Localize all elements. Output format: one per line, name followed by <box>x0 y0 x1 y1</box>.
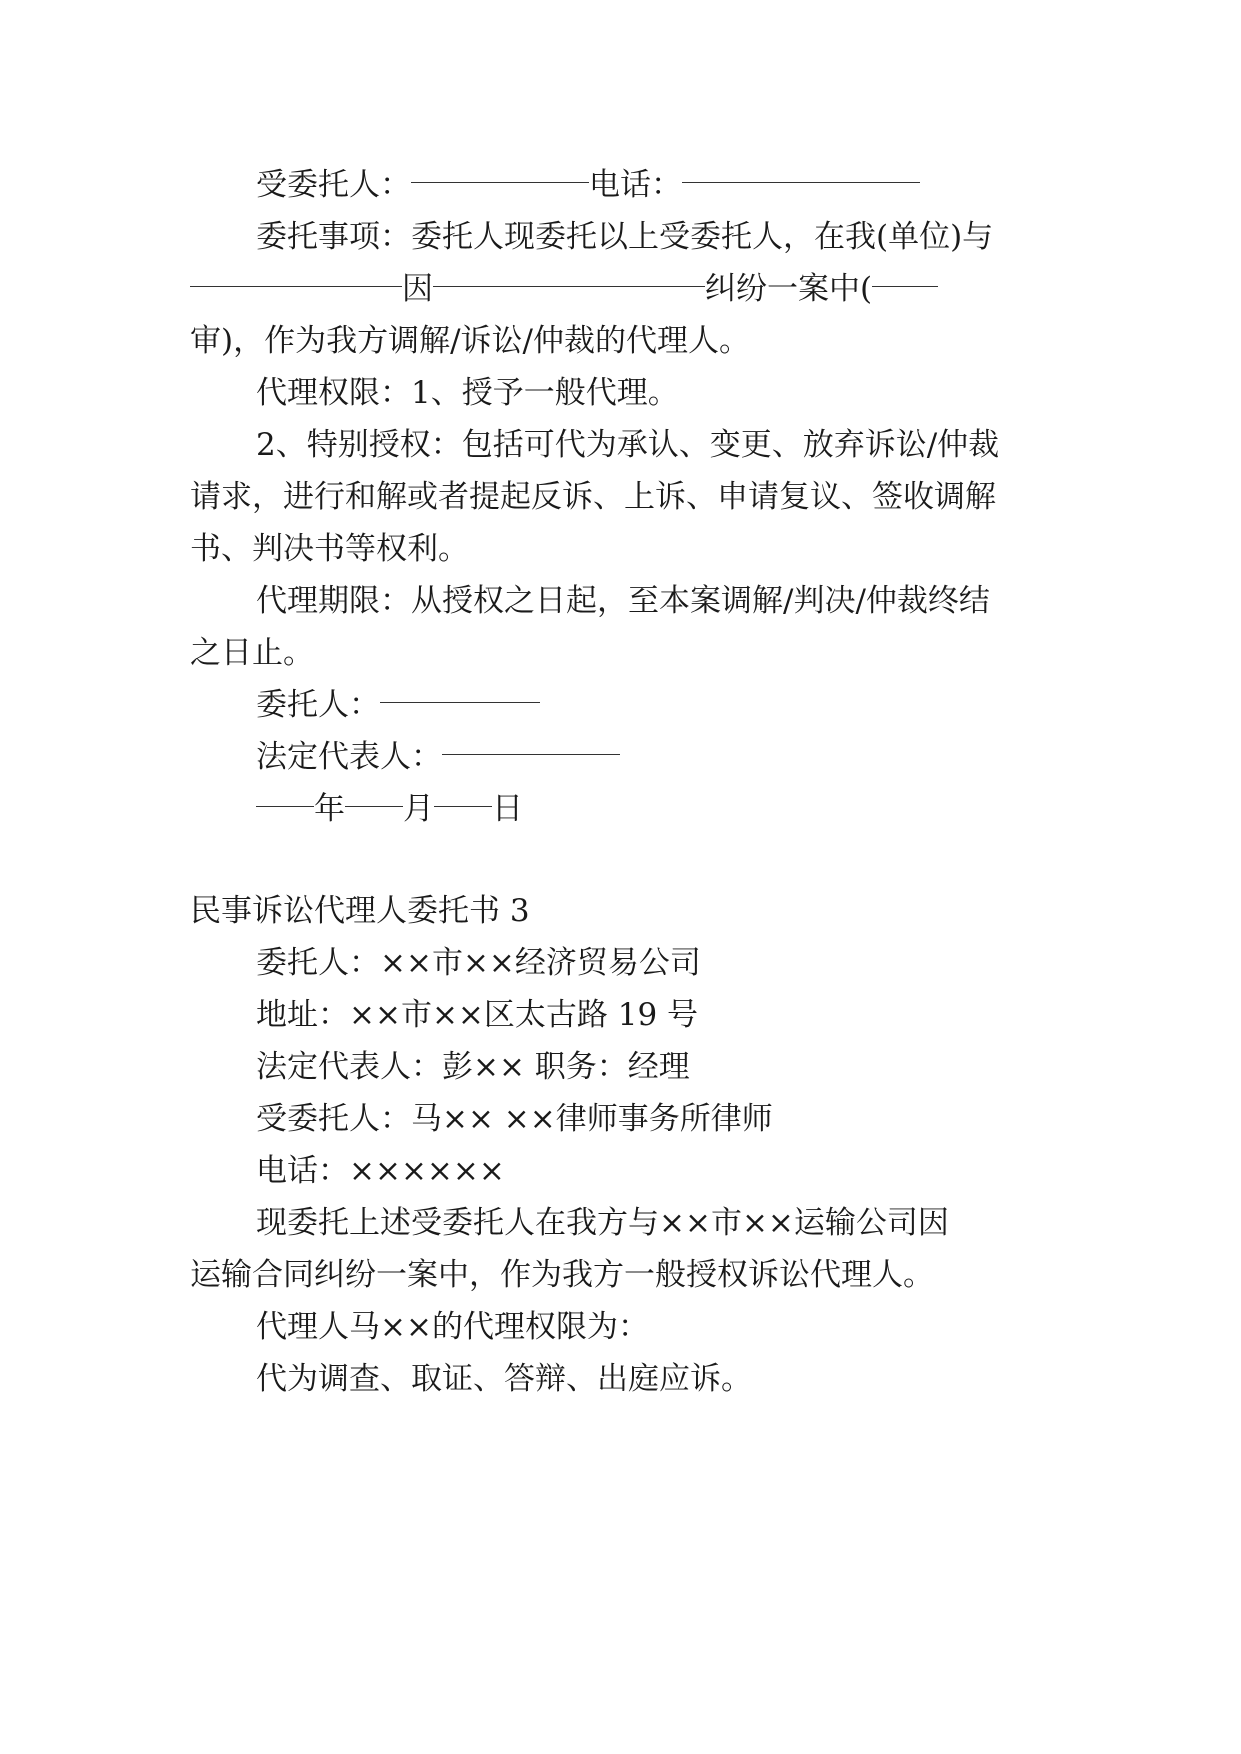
s3-body-a-text: 现委托上述受委托人在我方与××市××运输公司因 <box>256 1205 949 1241</box>
s3-address-line <box>190 986 1116 1044</box>
term-b-text: 之日止。 <box>190 635 314 671</box>
authority-2c-line <box>190 520 1050 578</box>
principal-label: 委托人： <box>256 687 380 723</box>
s3-agent-line <box>190 1090 1116 1148</box>
s3-scope-label-line <box>190 1298 1116 1356</box>
principal-blank <box>380 701 540 703</box>
s3-scope-line <box>190 1350 1116 1408</box>
term-a-line <box>190 572 1116 630</box>
phone-label: 电话： <box>589 167 682 203</box>
party-blank <box>190 285 402 287</box>
s3-legal-rep-text: 法定代表人：彭×× 职务：经理 <box>256 1049 690 1085</box>
month-blank <box>345 805 403 807</box>
phone-blank <box>682 181 920 183</box>
dispute-line <box>190 260 1050 318</box>
principal-sign-line <box>190 676 1116 734</box>
authority-2c-text: 书、判决书等权利。 <box>190 531 469 567</box>
s3-phone-text: 电话：×××××× <box>256 1153 505 1189</box>
s3-principal-text: 委托人：××市××经济贸易公司 <box>256 945 701 981</box>
agent-blank <box>411 181 589 183</box>
legal-rep-sign-line <box>190 728 1116 786</box>
matters-end-text: 审)，作为我方调解/诉讼/仲裁的代理人。 <box>190 323 750 359</box>
term-b-line <box>190 624 1050 682</box>
s3-legal-rep-line <box>190 1038 1116 1096</box>
cause-blank <box>433 285 705 287</box>
authority-2a-text: 2、特别授权：包括可代为承认、变更、放弃诉讼/仲裁 <box>256 427 1000 463</box>
s3-principal-line <box>190 934 1116 992</box>
matters-end-line <box>190 312 1050 370</box>
month-label: 月 <box>403 791 434 827</box>
legal-rep-label: 法定代表人： <box>256 739 442 775</box>
instance-blank <box>872 285 938 287</box>
dispute-text: 纠纷一案中( <box>705 271 873 307</box>
authority-2b-line <box>190 468 1050 526</box>
s3-phone-line <box>190 1142 1116 1200</box>
s3-body-a-line <box>190 1194 1116 1252</box>
matters-text: 委托事项：委托人现委托以上受委托人，在我(单位)与 <box>256 219 994 255</box>
authority-1-text: 代理权限：1、授予一般代理。 <box>256 375 679 411</box>
legal-rep-blank <box>442 753 620 755</box>
section-3-title <box>190 882 1050 940</box>
s3-agent-text: 受委托人：马×× ××律师事务所律师 <box>256 1101 773 1137</box>
section-3-title-text: 民事诉讼代理人委托书 3 <box>190 893 530 929</box>
s3-body-b-line <box>190 1246 1050 1304</box>
because-text: 因 <box>402 271 433 307</box>
matters-line <box>190 208 1116 266</box>
year-blank <box>256 805 314 807</box>
authority-2a-line <box>190 416 1116 474</box>
s3-address-text: 地址：××市××区太古路 19 号 <box>256 997 699 1033</box>
agent-phone-line <box>190 156 1116 214</box>
day-blank <box>434 805 492 807</box>
agent-label: 受委托人： <box>256 167 411 203</box>
authority-1-line <box>190 364 1116 422</box>
term-a-text: 代理期限：从授权之日起，至本案调解/判决/仲裁终结 <box>256 583 990 619</box>
year-label: 年 <box>314 791 345 827</box>
authority-2b-text: 请求，进行和解或者提起反诉、上诉、申请复议、签收调解 <box>190 479 996 515</box>
s3-body-b-text: 运输合同纠纷一案中，作为我方一般授权诉讼代理人。 <box>190 1257 934 1293</box>
s3-scope-label-text: 代理人马××的代理权限为： <box>256 1309 649 1345</box>
date-line <box>190 780 1116 838</box>
day-label: 日 <box>492 791 523 827</box>
s3-scope-text: 代为调查、取证、答辩、出庭应诉。 <box>256 1361 752 1397</box>
